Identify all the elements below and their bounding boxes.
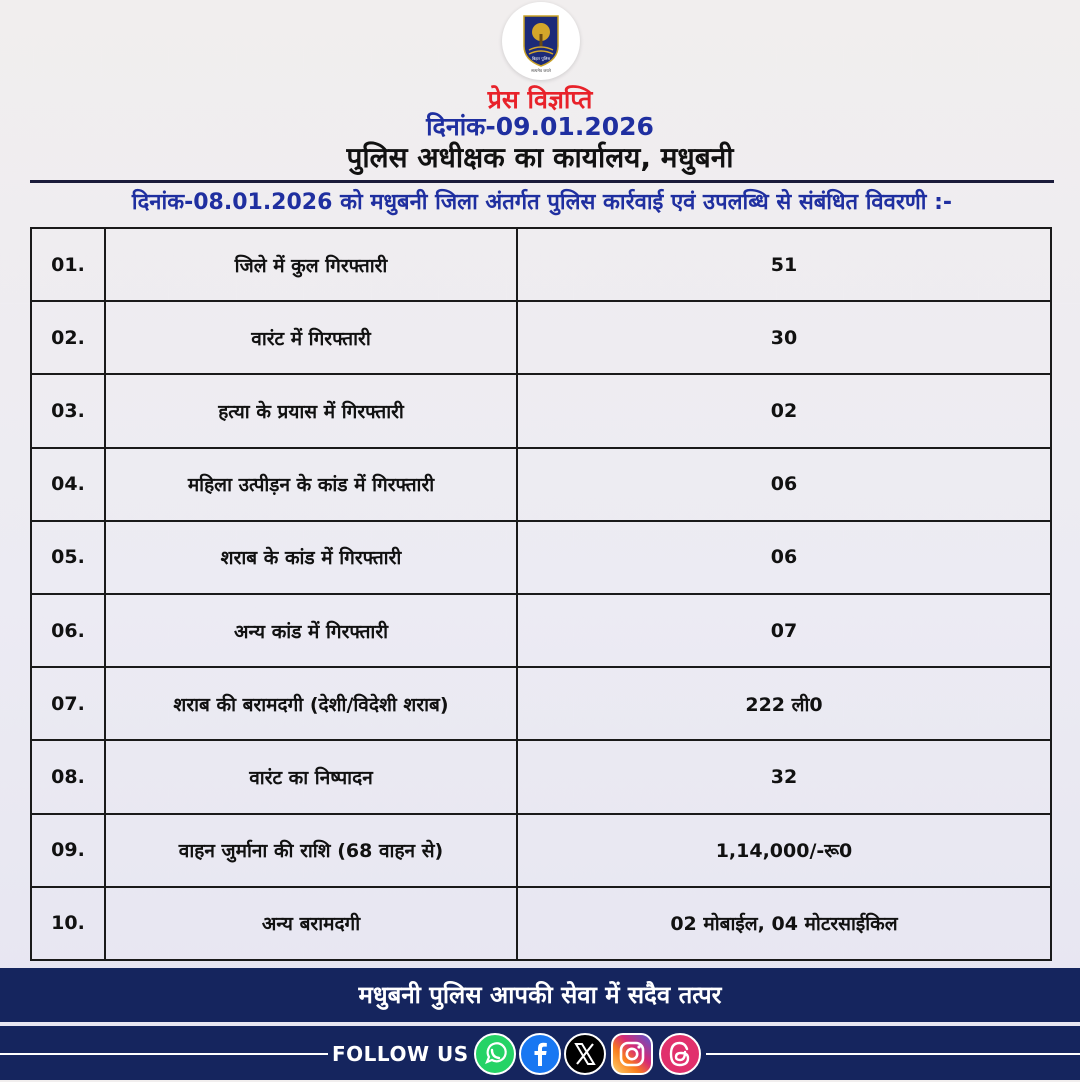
- instagram-icon[interactable]: [610, 1032, 654, 1076]
- table-row: [31, 521, 1051, 594]
- table-row: [31, 374, 1051, 447]
- facebook-icon[interactable]: [518, 1032, 562, 1076]
- row-number: 04.: [31, 448, 105, 521]
- row-number: 10.: [31, 887, 105, 960]
- svg-text:सत्यमेव जयते: सत्यमेव जयते: [531, 68, 551, 73]
- office-title: पुलिस अधीक्षक का कार्यालय, मधुबनी: [346, 141, 734, 174]
- row-number: 05.: [31, 521, 105, 594]
- row-description: वारंट में गिरफ्तारी: [105, 301, 517, 374]
- header-divider: [30, 180, 1054, 183]
- table-row: [31, 448, 1051, 521]
- row-value: 06: [517, 448, 1051, 521]
- row-description: अन्य बरामदगी: [105, 887, 517, 960]
- row-number: 08.: [31, 740, 105, 813]
- row-value: 51: [517, 228, 1051, 301]
- bihar-police-logo: [502, 2, 580, 80]
- row-value: 30: [517, 301, 1051, 374]
- row-value: 32: [517, 740, 1051, 813]
- table-row: [31, 887, 1051, 960]
- divider-line-left: [0, 1053, 328, 1055]
- row-description: शराब की बरामदगी (देशी/विदेशी शराब): [105, 667, 517, 740]
- row-description: जिले में कुल गिरफ्तारी: [105, 228, 517, 301]
- row-description: शराब के कांड में गिरफ्तारी: [105, 521, 517, 594]
- row-value: 02 मोबाईल, 04 मोटरसाईकिल: [517, 887, 1051, 960]
- follow-us-label: FOLLOW US: [332, 1042, 469, 1066]
- row-description: वारंट का निष्पादन: [105, 740, 517, 813]
- row-number: 09.: [31, 814, 105, 887]
- follow-us-bar: [0, 1026, 1080, 1080]
- whatsapp-icon[interactable]: [473, 1032, 517, 1076]
- press-release-date: दिनांक-09.01.2026: [426, 112, 654, 141]
- table-row: [31, 594, 1051, 667]
- threads-icon[interactable]: [658, 1032, 702, 1076]
- row-value: 02: [517, 374, 1051, 447]
- row-number: 07.: [31, 667, 105, 740]
- divider-line-right: [706, 1053, 1080, 1055]
- row-value: 1,14,000/-रू0: [517, 814, 1051, 887]
- press-release-title: प्रेस विज्ञप्ति: [487, 85, 593, 114]
- row-number: 02.: [31, 301, 105, 374]
- row-number: 01.: [31, 228, 105, 301]
- police-shield-icon: [502, 2, 580, 80]
- svg-text:बिहार पुलिस: बिहार पुलिस: [531, 56, 551, 61]
- row-description: अन्य कांड में गिरफ्तारी: [105, 594, 517, 667]
- row-value: 06: [517, 521, 1051, 594]
- table-row: [31, 667, 1051, 740]
- x-icon[interactable]: [563, 1032, 607, 1076]
- row-number: 06.: [31, 594, 105, 667]
- stats-table: [30, 227, 1052, 961]
- row-description: वाहन जुर्माना की राशि (68 वाहन से): [105, 814, 517, 887]
- row-description: हत्या के प्रयास में गिरफ्तारी: [105, 374, 517, 447]
- row-number: 03.: [31, 374, 105, 447]
- table-row: [31, 814, 1051, 887]
- row-description: महिला उत्पीड़न के कांड में गिरफ्तारी: [105, 448, 517, 521]
- table-row: [31, 740, 1051, 813]
- table-row: [31, 228, 1051, 301]
- row-value: 07: [517, 594, 1051, 667]
- report-subtitle: दिनांक-08.01.2026 को मधुबनी जिला अंतर्गत पुलिस कार्रवाई एवं उपलब्धि से संबंधित विवरणी :-: [131, 190, 953, 215]
- table-row: [31, 301, 1051, 374]
- footer-tagline: मधुबनी पुलिस आपकी सेवा में सदैव तत्पर: [0, 968, 1080, 1022]
- row-value: 222 ली0: [517, 667, 1051, 740]
